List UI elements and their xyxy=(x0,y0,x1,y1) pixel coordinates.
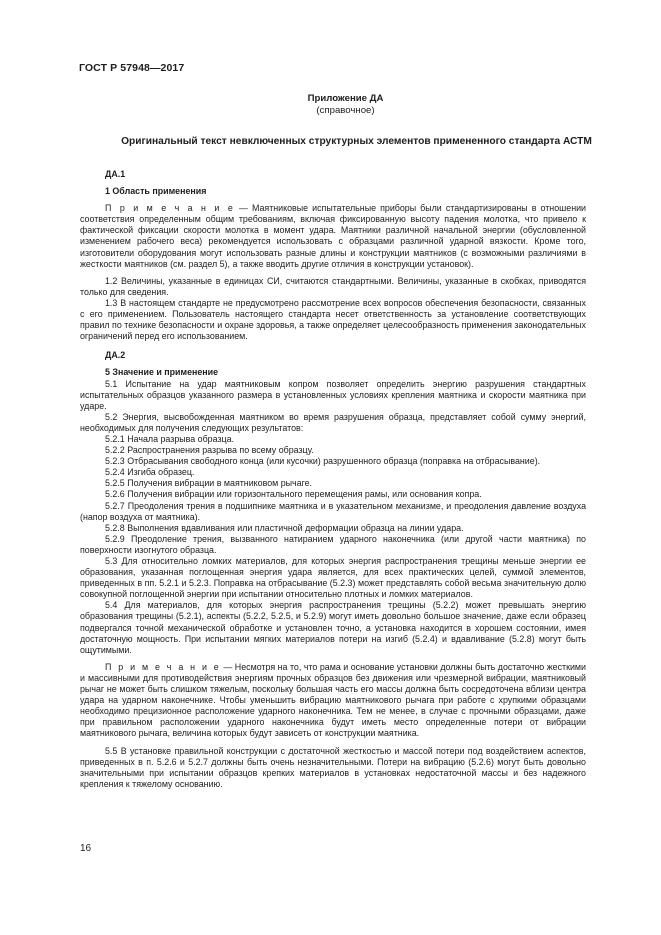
paragraph-5-2-5: 5.2.5 Получения вибрации в маятниковом рычаге. xyxy=(105,478,313,489)
annex-subtitle: (справочное) xyxy=(316,105,375,116)
paragraph-5-2: 5.2 Энергия, высвобожденная маятником во время разрушения образца, представляет собой сумму энергий, необходимых для получения следующих результатов: xyxy=(80,411,586,433)
section-label-da2: ДА.2 xyxy=(105,350,126,361)
note-paragraph-1 xyxy=(80,203,586,270)
annex-heading xyxy=(0,93,661,117)
paragraph-5-1: 5.1 Испытание на удар маятниковым копром позволяет определить энергию разрушения стандартных испытательных образцов указанного размера в установленных условиях крепления маятника и скорости маятника при ударе. xyxy=(80,378,586,411)
paragraph-5-5: 5.5 В установке правильной конструкции с достаточной жесткостью и массой потери под воздействием аспектов, приведенных в п. 5.2.6 и 5.2.7 должны быть очень незначительными. Потери на вибрацию (5.2.6) могут быть довольно значительными при испытании образцов крепких материалов в установках недостаточной массы и без надежного крепления к тяжелому основанию. xyxy=(80,745,586,789)
document-title: Оригинальный текст невключенных структурных элементов примененного стандарта АСТМ xyxy=(121,136,592,147)
note-text: — Несмотря на то, что рама и основание установки должны быть достаточно жесткими и массивными для противодействия энергиям прочных образцов без движения или чрезмерной вибрации, маятниковый рычаг не может быть слишком тяжелым, поскольку большая часть его массы должна быть сосредоточена вблизи центра удара на ударном наконечнике. Чтобы уменьшить вибрацию маятникового рычага при работе с хрупкими образцами необходимо прецизионное расположение ударного наконечника. Тем не менее, в случае с прочными образцами, даже при правильном расположении ударного наконечника будут иметь место определенные потери от вибрации маятникового рычага, величина которых будут зависеть от конструкции маятника. xyxy=(80,661,586,739)
note-label: П р и м е ч а н и е xyxy=(105,661,221,672)
page-number: 16 xyxy=(80,843,92,854)
section-heading-5: 5 Значение и применение xyxy=(105,367,219,378)
paragraph-5-2-1: 5.2.1 Начала разрыва образца. xyxy=(105,433,235,444)
section-label-da1: ДА.1 xyxy=(105,169,126,179)
paragraph-5-2-8: 5.2.8 Выполнения вдавливания или пластичной деформации образца на линии удара. xyxy=(105,522,464,533)
annex-title: Приложение ДА xyxy=(307,93,384,104)
paragraph-1-2: 1.2 Величины, указанные в единицах СИ, считаются стандартными. Величины, указанные в скобках, приводятся только для сведения. xyxy=(80,275,586,297)
document-body xyxy=(80,169,586,790)
paragraph-5-4: 5.4 Для материалов, для которых энергия распространения трещины (5.2.2) может превышать энергию образования трещины (5.2.1), аспекты (5.2.2, 5.2.5, и 5.2.9) могут иметь довольно большое значение, даже если образец подвергался точной механической обработке и установлен точно, а установка находится в хорошем состоянии, имея достаточную мощность. При испытании мягких материалов потери на изгиб (5.2.4) и вдавливание (5.2.8) могут быть ощутимыми. xyxy=(80,600,586,655)
paragraph-5-2-3: 5.2.3 Отбрасывания свободного конца (или кусочки) разрушенного образца (поправка на отбрасывание). xyxy=(105,456,541,467)
paragraph-5-2-7: 5.2.7 Преодоления трения в подшипнике маятника и в указательном механизме, и преодоления давление воздуха (напор воздуха от маятника). xyxy=(80,500,586,522)
paragraph-5-2-6: 5.2.6 Получения вибрации или горизонтального перемещения рамы, или основания копра. xyxy=(105,489,482,500)
note-text: — Маятниковые испытательные приборы были стандартизированы в отношении соответствия определенным общим требованиям, включая фиксированную высоту падения молотка, что привело к фактической фиксации скорости молотка в момент удара. Маятники различной начальной энергии (обусловленной изменением рабочего веса) рекомендуется использовать с образцами различной ударной вязкости. Кроме того, изготовители оборудования могут использовать разные длины и конструкции маятников (с возможными различиями в жесткости маятников (см. раздел 5), а также вводить другие отличия в конструкции установок). xyxy=(80,203,587,269)
paragraph-5-2-9: 5.2.9 Преодоление трения, вызванного натиранием ударного наконечника (или другой части маятника) по поверхности изогнутого образца. xyxy=(80,533,586,555)
document-header: ГОСТ Р 57948—2017 xyxy=(79,62,185,74)
paragraph-5-3: 5.3 Для относительно ломких материалов, для которых энергия распространения трещины меньше энергии ее образования, указанная поглощенная энергия удара является, для всех практических целей, суммой элементов, приведенных в пп. 5.2.1 и 5.2.3. Поправка на отбрасывание (5.2.3) может представлять собой весьма значительную долю совокупной поглощенной энергии при испытании относительно плотных и ломких материалов. xyxy=(80,556,586,600)
note-paragraph-2 xyxy=(80,662,586,740)
section-heading-1: 1 Область применения xyxy=(105,186,207,197)
paragraph-1-3: 1.3 В настоящем стандарте не предусмотрено рассмотрение всех вопросов обеспечения безопасности, связанных с его применением. Пользователь настоящего стандарта несет ответственность за установление соответствующих правил по технике безопасности и охране здоровья, а также определяет целесообразность применения законодательных ограничений перед его использованием. xyxy=(80,297,586,342)
paragraph-5-2-4: 5.2.4 Изгиба образец. xyxy=(105,467,195,478)
paragraph-5-2-2: 5.2.2 Распространения разрыва по всему образцу. xyxy=(105,445,314,456)
note-label: П р и м е ч а н и е xyxy=(105,203,235,214)
